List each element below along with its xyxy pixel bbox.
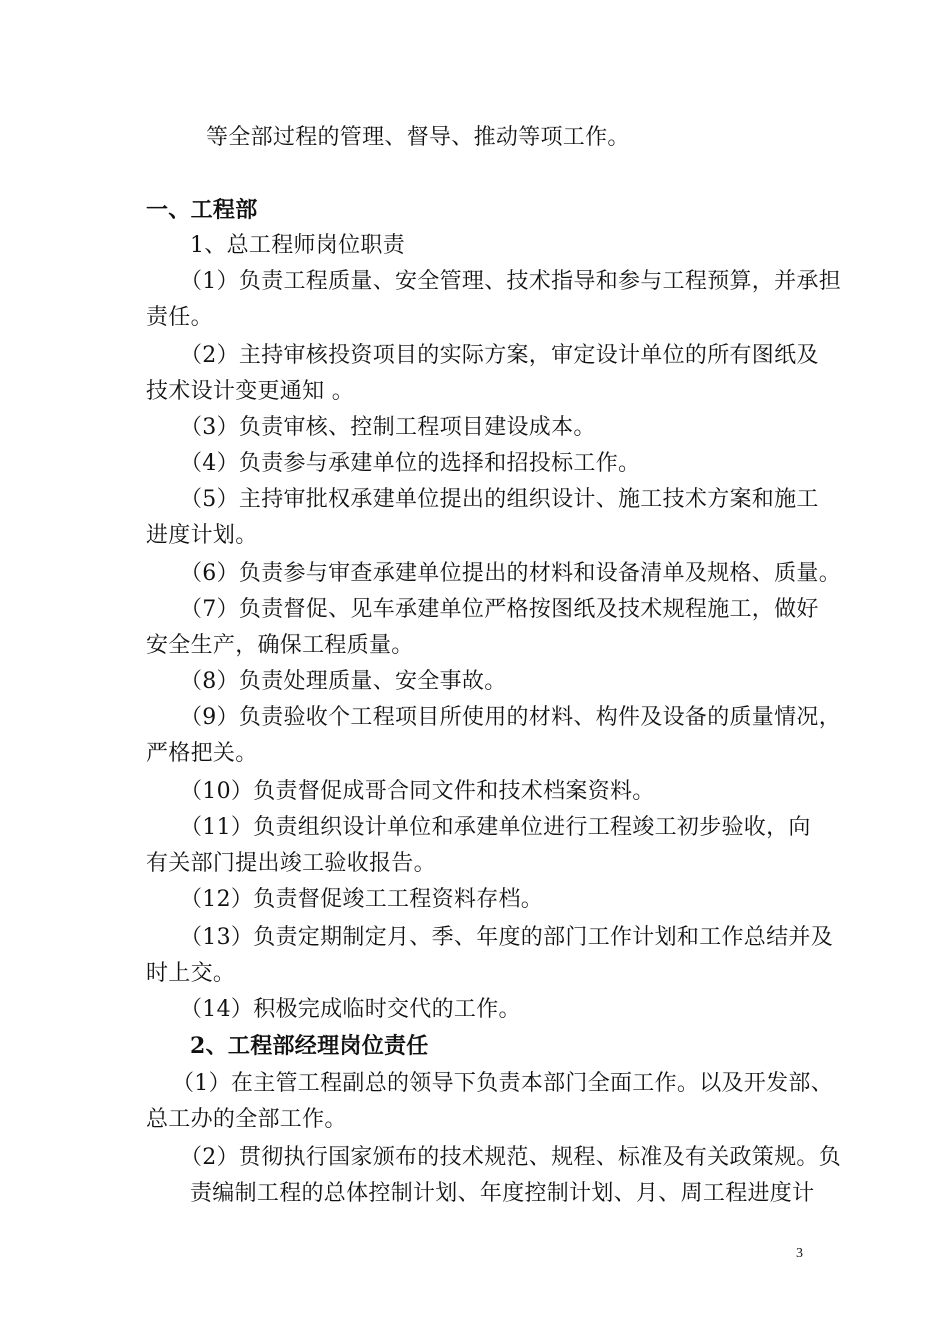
text-line: （6）负责参与审查承建单位提出的材料和设备清单及规格、质量。 [180,561,841,586]
text-line: 进度计划。 [146,523,258,548]
subsection-title: 2、工程部经理岗位责任 [190,1033,429,1059]
text-line: （14）积极完成临时交代的工作。 [180,997,521,1022]
text-line: （4）负责参与承建单位的选择和招投标工作。 [180,451,641,476]
text-line: （13）负责定期制定月、季、年度的部门工作计划和工作总结并及 [180,925,833,950]
text-line: 有关部门提出竣工验收报告。 [146,851,436,876]
text-line: （5）主持审批权承建单位提出的组织设计、施工技术方案和施工 [180,487,819,512]
text-line: （7）负责督促、见车承建单位严格按图纸及技术规程施工，做好 [180,597,819,622]
text-line: （10）负责督促成哥合同文件和技术档案资料。 [180,779,655,804]
text-line: （1）在主管工程副总的领导下负责本部门全面工作。以及开发部、 [172,1071,833,1096]
text-line: （9）负责验收个工程项目所使用的材料、构件及设备的质量情况， [180,705,841,730]
text-line: （1）负责工程质量、安全管理、技术指导和参与工程预算，并承担 [180,269,841,294]
text-line: （3）负责审核、控制工程项目建设成本。 [180,415,596,440]
text-line: （11）负责组织设计单位和承建单位进行工程竣工初步验收，向 [180,815,811,840]
text-line: 责任。 [146,305,213,330]
text-line: （2）主持审核投资项目的实际方案，审定设计单位的所有图纸及 [180,343,819,368]
text-line: 等全部过程的管理、督导、推动等项工作。 [206,125,630,150]
text-line: 责编制工程的总体控制计划、年度控制计划、月、周工程进度计 [190,1181,815,1206]
text-line: 严格把关。 [146,741,258,766]
text-line: 时上交。 [146,961,236,986]
subsection-title: 1、总工程师岗位职责 [190,233,405,258]
section-heading: 一、工程部 [146,197,258,223]
text-line: 总工办的全部工作。 [146,1107,347,1132]
page-number: 3 [796,1246,803,1261]
text-line: （8）负责处理质量、安全事故。 [180,669,507,694]
text-line: （2）贯彻执行国家颁布的技术规范、规程、标准及有关政策规。负 [180,1145,841,1170]
text-line: 安全生产，确保工程质量。 [146,633,414,658]
text-line: （12）负责督促竣工工程资料存档。 [180,887,544,912]
text-line: 技术设计变更通知 。 [146,379,354,404]
